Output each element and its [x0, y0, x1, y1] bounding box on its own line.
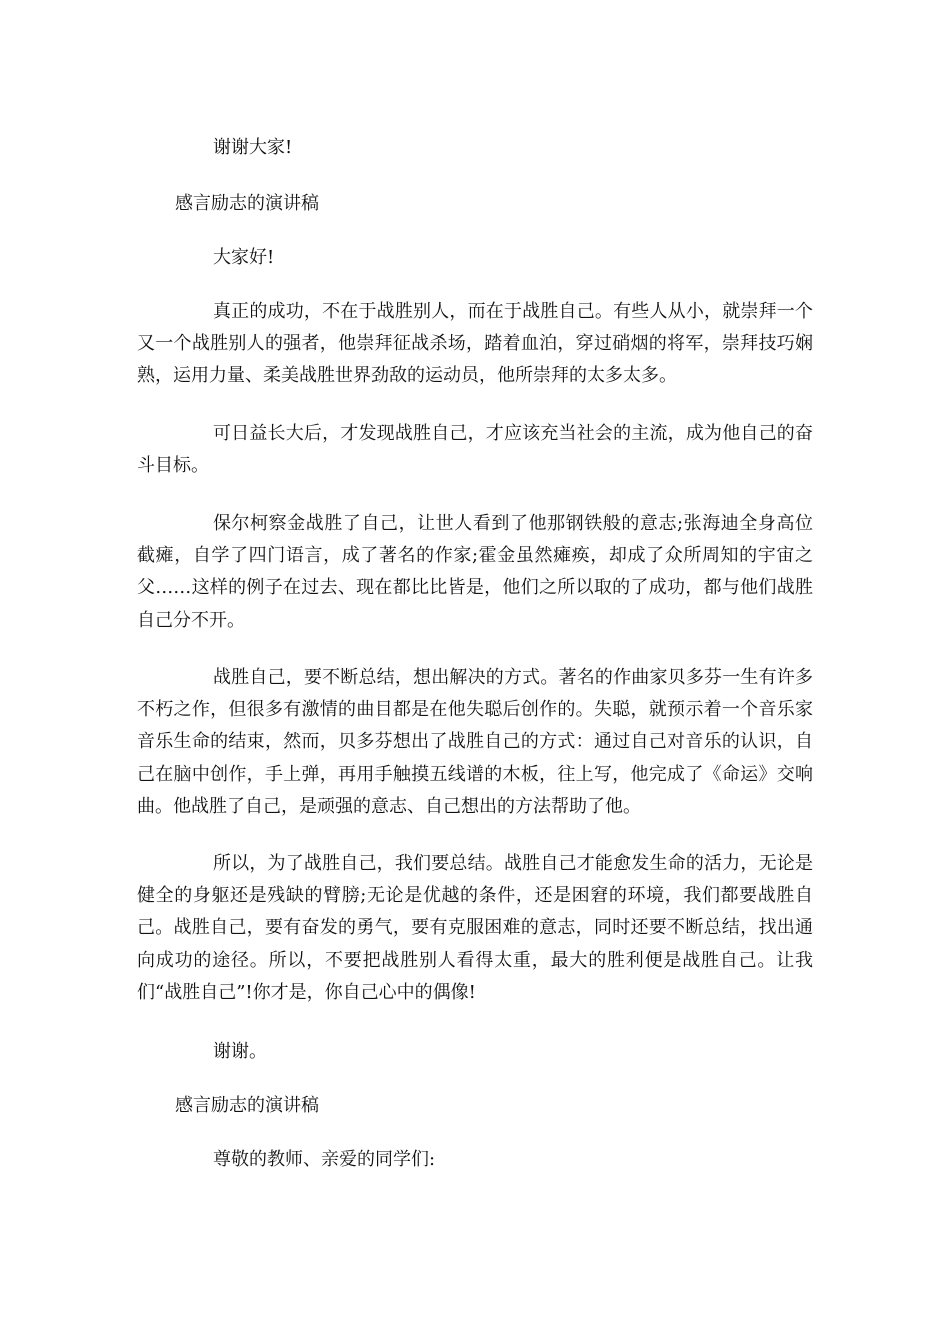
body-paragraph: 可日益长大后，才发现战胜自己，才应该充当社会的主流，成为他自己的奋斗目标。 — [137, 423, 813, 477]
body-paragraph: 保尔柯察金战胜了自己，让世人看到了他那钢铁般的意志;张海迪全身高位截瘫，自学了四门语言，成了著名的作家;霍金虽然瘫痪，却成了众所周知的宇宙之父……这样的例子在过去、现在都比比皆是，他们之所以取的了成功，都与他们战胜自己分不开。 — [137, 513, 813, 631]
body-paragraph: 所以，为了战胜自己，我们要总结。战胜自己才能愈发生命的活力，无论是健全的身躯还是残缺的臂膀;无论是优越的条件，还是困窘的环境，我们都要战胜自己。战胜自己，要有奋发的勇气，要有克服困难的意志，同时还要不断总结，找出通向成功的途径。所以，不要把战胜别人看得太重，最大的胜利便是战胜自己。让我们“战胜自己”!你才是，你自己心中的偶像! — [137, 853, 813, 1003]
section-title: 感言励志的演讲稿 — [175, 1095, 319, 1116]
body-paragraph: 真正的成功，不在于战胜别人，而在于战胜自己。有些人从小，就崇拜一个又一个战胜别人的强者，他崇拜征战杀场，踏着血泊，穿过硝烟的将军，崇拜技巧娴熟，运用力量、柔美战胜世界劲敌的运动员，他所崇拜的太多太多。 — [137, 301, 813, 387]
section-title: 感言励志的演讲稿 — [175, 193, 319, 214]
greeting-line: 尊敬的教师、亲爱的同学们: — [213, 1149, 436, 1170]
closing-line: 谢谢大家! — [213, 137, 293, 158]
closing-line: 谢谢。 — [213, 1041, 267, 1062]
body-paragraph: 战胜自己，要不断总结，想出解决的方式。著名的作曲家贝多芬一生有许多不朽之作，但很多有激情的曲目都是在他失聪后创作的。失聪，就预示着一个音乐家音乐生命的结束，然而，贝多芬想出了战胜自己的方式：通过自己对音乐的认识，自己在脑中创作，手上弹，再用手触摸五线谱的木板，往上写，他完成了《命运》交响曲。他战胜了自己，是顽强的意志、自己想出的方法帮助了他。 — [137, 667, 813, 817]
greeting-line: 大家好! — [213, 247, 275, 268]
